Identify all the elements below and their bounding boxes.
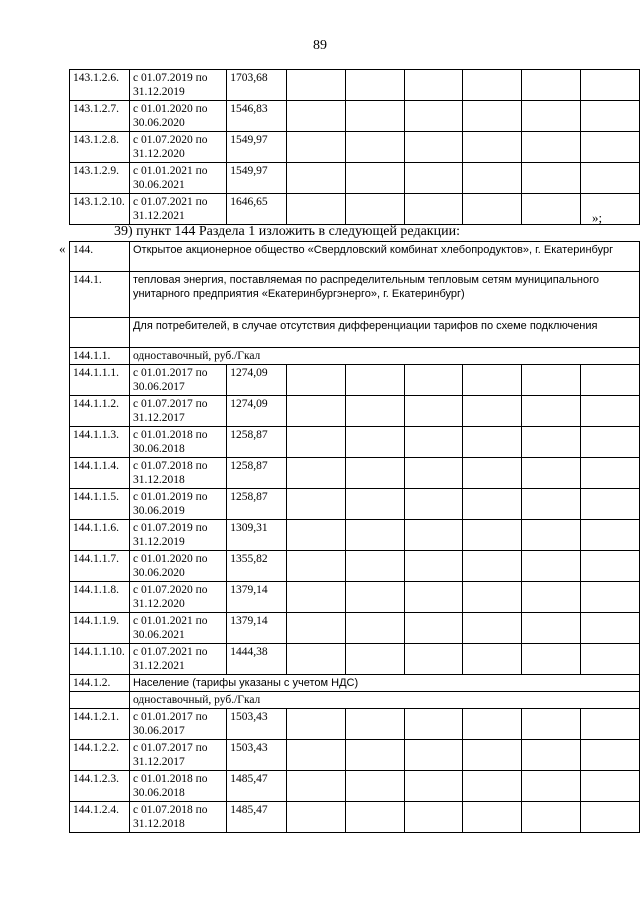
empty-cell <box>404 740 463 771</box>
tariff-row <box>70 396 640 427</box>
tariff-value: 1355,82 <box>227 551 287 582</box>
empty-cell <box>345 365 404 396</box>
row-number: 144.1.2. <box>70 675 130 692</box>
row-number: 144.1.1.10. <box>70 644 130 675</box>
empty-cell <box>463 101 522 132</box>
empty-cell <box>463 771 522 802</box>
empty-cell <box>522 101 581 132</box>
empty-cell <box>581 613 640 644</box>
empty-cell <box>581 740 640 771</box>
opening-quote: « <box>59 241 66 256</box>
empty-cell <box>345 132 404 163</box>
empty-cell <box>345 427 404 458</box>
empty-cell <box>286 70 345 101</box>
empty-cell <box>286 365 345 396</box>
empty-cell <box>345 740 404 771</box>
empty-cell <box>286 132 345 163</box>
empty-cell <box>581 520 640 551</box>
empty-cell <box>286 802 345 833</box>
empty-cell <box>463 70 522 101</box>
empty-cell <box>522 396 581 427</box>
empty-cell <box>522 771 581 802</box>
tariff-row <box>70 709 640 740</box>
row-number: 144.1.1.2. <box>70 396 130 427</box>
period-cell: с 01.07.2018 по 31.12.2018 <box>129 802 226 833</box>
organization-name: Открытое акционерное общество «Свердловский комбинат хлебопродуктов», г. Екатеринбург <box>129 242 639 272</box>
empty-cell <box>404 771 463 802</box>
empty-cell <box>345 163 404 194</box>
empty-cell <box>286 194 345 225</box>
empty-cell <box>404 644 463 675</box>
period-cell: с 01.01.2020 по 30.06.2020 <box>129 101 226 132</box>
empty-cell <box>345 458 404 489</box>
empty-cell <box>581 132 640 163</box>
tariff-row <box>70 194 640 225</box>
empty-cell <box>581 163 640 194</box>
row-number-empty <box>70 692 130 709</box>
empty-cell <box>463 163 522 194</box>
tariff-value: 1503,43 <box>227 709 287 740</box>
period-cell: с 01.07.2021 по 31.12.2021 <box>129 644 226 675</box>
empty-cell <box>404 613 463 644</box>
empty-cell <box>581 489 640 520</box>
row-number: 144.1.1.9. <box>70 613 130 644</box>
empty-cell <box>345 613 404 644</box>
empty-cell <box>463 551 522 582</box>
empty-cell <box>345 101 404 132</box>
tariff-row <box>70 644 640 675</box>
empty-cell <box>404 709 463 740</box>
empty-cell <box>463 194 522 225</box>
row-number: 144.1.1.6. <box>70 520 130 551</box>
tariff-value: 1258,87 <box>227 458 287 489</box>
empty-cell <box>522 644 581 675</box>
empty-cell <box>463 489 522 520</box>
empty-cell <box>522 163 581 194</box>
tariff-row <box>70 458 640 489</box>
empty-cell <box>404 520 463 551</box>
page-number: 89 <box>313 38 327 53</box>
row-number: 143.1.2.10. <box>70 194 130 225</box>
period-cell: с 01.01.2017 по 30.06.2017 <box>129 365 226 396</box>
row-number: 144.1.1.4. <box>70 458 130 489</box>
tariff-table-143 <box>69 69 640 225</box>
empty-cell <box>345 551 404 582</box>
empty-cell <box>581 802 640 833</box>
empty-cell <box>581 709 640 740</box>
tariff-table-144 <box>69 241 640 833</box>
empty-cell <box>286 613 345 644</box>
organization-row <box>70 242 640 272</box>
period-cell: с 01.07.2021 по 31.12.2021 <box>129 194 226 225</box>
tariff-row <box>70 70 640 101</box>
empty-cell <box>581 582 640 613</box>
row-number: 144.1.2.4. <box>70 802 130 833</box>
empty-cell <box>522 582 581 613</box>
row-number: 143.1.2.8. <box>70 132 130 163</box>
empty-cell <box>345 709 404 740</box>
period-cell: с 01.01.2018 по 30.06.2018 <box>129 427 226 458</box>
empty-cell <box>404 427 463 458</box>
empty-cell <box>286 644 345 675</box>
empty-cell <box>522 458 581 489</box>
empty-cell <box>404 551 463 582</box>
tariff-row <box>70 771 640 802</box>
empty-cell <box>345 582 404 613</box>
empty-cell <box>463 520 522 551</box>
period-cell: с 01.07.2020 по 31.12.2020 <box>129 582 226 613</box>
period-cell: с 01.07.2017 по 31.12.2017 <box>129 396 226 427</box>
empty-cell <box>286 740 345 771</box>
empty-cell <box>522 551 581 582</box>
empty-cell <box>522 613 581 644</box>
empty-cell <box>581 194 640 225</box>
consumer-group-label: Для потребителей, в случае отсутствия дифференциации тарифов по схеме подключения <box>129 318 639 348</box>
empty-cell <box>463 709 522 740</box>
period-cell: с 01.07.2019 по 31.12.2019 <box>129 70 226 101</box>
rate-type-row <box>70 692 640 709</box>
row-number-empty <box>70 318 130 348</box>
empty-cell <box>522 70 581 101</box>
consumer-group-row <box>70 318 640 348</box>
tariff-row <box>70 365 640 396</box>
tariff-row <box>70 489 640 520</box>
service-row <box>70 272 640 318</box>
empty-cell <box>286 520 345 551</box>
empty-cell <box>522 132 581 163</box>
empty-cell <box>345 489 404 520</box>
empty-cell <box>404 802 463 833</box>
rate-type-label: одноставочный, руб./Гкал <box>129 348 639 365</box>
row-number: 144.1.1.3. <box>70 427 130 458</box>
empty-cell <box>522 802 581 833</box>
empty-cell <box>345 520 404 551</box>
tariff-row <box>70 520 640 551</box>
empty-cell <box>404 396 463 427</box>
tariff-row <box>70 132 640 163</box>
empty-cell <box>522 520 581 551</box>
empty-cell <box>404 365 463 396</box>
period-cell: с 01.01.2021 по 30.06.2021 <box>129 613 226 644</box>
empty-cell <box>463 802 522 833</box>
row-number: 144.1.2.2. <box>70 740 130 771</box>
tariff-value: 1274,09 <box>227 365 287 396</box>
tariff-value: 1703,68 <box>227 70 287 101</box>
empty-cell <box>463 582 522 613</box>
empty-cell <box>404 458 463 489</box>
empty-cell <box>286 582 345 613</box>
amendment-heading: 39) пункт 144 Раздела 1 изложить в следующей редакции: <box>114 224 460 239</box>
empty-cell <box>345 771 404 802</box>
period-cell: с 01.01.2018 по 30.06.2018 <box>129 771 226 802</box>
empty-cell <box>286 396 345 427</box>
tariff-row <box>70 101 640 132</box>
period-cell: с 01.01.2021 по 30.06.2021 <box>129 163 226 194</box>
tariff-row <box>70 613 640 644</box>
population-label: Население (тарифы указаны с учетом НДС) <box>129 675 639 692</box>
empty-cell <box>581 70 640 101</box>
empty-cell <box>345 194 404 225</box>
empty-cell <box>463 396 522 427</box>
empty-cell <box>463 132 522 163</box>
empty-cell <box>286 101 345 132</box>
empty-cell <box>404 582 463 613</box>
empty-cell <box>581 365 640 396</box>
tariff-value: 1549,97 <box>227 163 287 194</box>
tariff-row <box>70 427 640 458</box>
row-number: 144.1.1. <box>70 348 130 365</box>
empty-cell <box>286 771 345 802</box>
tariff-row <box>70 740 640 771</box>
row-number: 144.1.1.7. <box>70 551 130 582</box>
empty-cell <box>404 489 463 520</box>
closing-quote: »; <box>592 210 603 225</box>
rate-type-row <box>70 348 640 365</box>
period-cell: с 01.07.2020 по 31.12.2020 <box>129 132 226 163</box>
empty-cell <box>522 740 581 771</box>
tariff-value: 1646,65 <box>227 194 287 225</box>
period-cell: с 01.01.2020 по 30.06.2020 <box>129 551 226 582</box>
period-cell: с 01.07.2018 по 31.12.2018 <box>129 458 226 489</box>
tariff-value: 1309,31 <box>227 520 287 551</box>
empty-cell <box>463 740 522 771</box>
tariff-row <box>70 163 640 194</box>
empty-cell <box>463 427 522 458</box>
empty-cell <box>522 194 581 225</box>
tariff-value: 1444,38 <box>227 644 287 675</box>
empty-cell <box>463 458 522 489</box>
empty-cell <box>522 709 581 740</box>
empty-cell <box>581 644 640 675</box>
row-number: 144.1.1.8. <box>70 582 130 613</box>
row-number: 144. <box>70 242 130 272</box>
empty-cell <box>286 551 345 582</box>
tariff-value: 1274,09 <box>227 396 287 427</box>
tariff-value: 1485,47 <box>227 802 287 833</box>
tariff-value: 1258,87 <box>227 489 287 520</box>
empty-cell <box>286 427 345 458</box>
empty-cell <box>404 70 463 101</box>
tariff-value: 1503,43 <box>227 740 287 771</box>
empty-cell <box>286 163 345 194</box>
tariff-value: 1258,87 <box>227 427 287 458</box>
empty-cell <box>345 396 404 427</box>
empty-cell <box>522 365 581 396</box>
empty-cell <box>581 101 640 132</box>
tariff-value: 1485,47 <box>227 771 287 802</box>
row-number: 143.1.2.7. <box>70 101 130 132</box>
tariff-value: 1379,14 <box>227 613 287 644</box>
empty-cell <box>581 458 640 489</box>
tariff-value: 1379,14 <box>227 582 287 613</box>
empty-cell <box>463 644 522 675</box>
empty-cell <box>404 132 463 163</box>
empty-cell <box>404 163 463 194</box>
empty-cell <box>581 771 640 802</box>
row-number: 144.1.1.5. <box>70 489 130 520</box>
empty-cell <box>286 489 345 520</box>
row-number: 143.1.2.9. <box>70 163 130 194</box>
empty-cell <box>345 70 404 101</box>
period-cell: с 01.07.2019 по 31.12.2019 <box>129 520 226 551</box>
empty-cell <box>286 458 345 489</box>
period-cell: с 01.01.2019 по 30.06.2019 <box>129 489 226 520</box>
empty-cell <box>345 802 404 833</box>
empty-cell <box>581 396 640 427</box>
row-number: 144.1.2.3. <box>70 771 130 802</box>
empty-cell <box>581 427 640 458</box>
empty-cell <box>581 551 640 582</box>
tariff-value: 1549,97 <box>227 132 287 163</box>
row-number: 144.1.1.1. <box>70 365 130 396</box>
tariff-row <box>70 551 640 582</box>
empty-cell <box>404 194 463 225</box>
period-cell: с 01.07.2017 по 31.12.2017 <box>129 740 226 771</box>
empty-cell <box>345 644 404 675</box>
empty-cell <box>463 365 522 396</box>
tariff-row <box>70 582 640 613</box>
rate-type-label: одноставочный, руб./Гкал <box>129 692 639 709</box>
empty-cell <box>404 101 463 132</box>
service-description: тепловая энергия, поставляемая по распределительным тепловым сетям муниципального унитарного предприятия «Екатеринбургэнерго», г. Екатеринбург) <box>129 272 639 318</box>
period-cell: с 01.01.2017 по 30.06.2017 <box>129 709 226 740</box>
empty-cell <box>522 427 581 458</box>
empty-cell <box>522 489 581 520</box>
row-number: 144.1. <box>70 272 130 318</box>
row-number: 144.1.2.1. <box>70 709 130 740</box>
empty-cell <box>286 709 345 740</box>
row-number: 143.1.2.6. <box>70 70 130 101</box>
population-row <box>70 675 640 692</box>
tariff-row <box>70 802 640 833</box>
tariff-value: 1546,83 <box>227 101 287 132</box>
empty-cell <box>463 613 522 644</box>
